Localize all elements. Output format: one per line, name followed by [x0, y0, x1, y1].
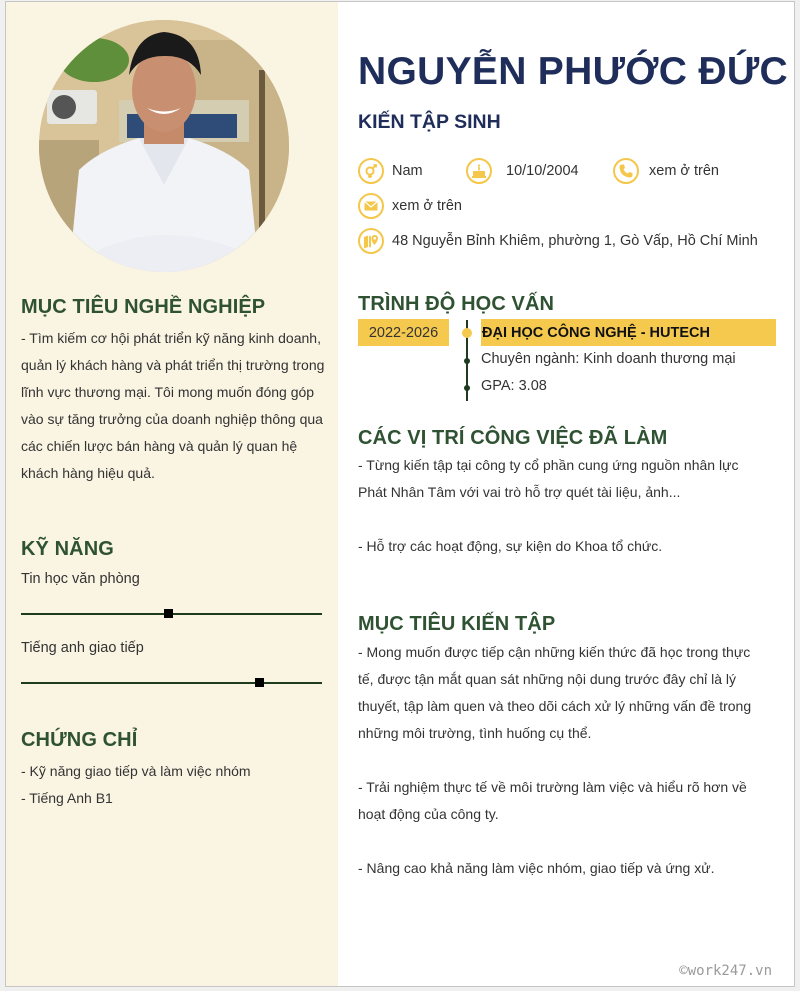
skill-label: Tiếng anh giao tiếp	[21, 640, 144, 656]
text-line: quản lý khách hàng và phát triển thị trường trong	[21, 357, 325, 373]
certificates-title: CHỨNG CHỈ	[21, 729, 138, 751]
text-line: lĩnh vực thương mại. Tôi mong muốn đóng góp	[21, 384, 315, 400]
skills-title: KỸ NĂNG	[21, 538, 114, 560]
blank-line	[358, 828, 788, 855]
contact-birthday	[466, 158, 579, 184]
avatar	[39, 20, 289, 272]
birthday-value: 10/10/2004	[506, 163, 579, 179]
main-content	[338, 2, 794, 986]
text-line: Phát Nhân Tâm với vai trò hỗ trợ quét tài liệu, ảnh...	[358, 484, 681, 500]
contact-email	[358, 193, 462, 219]
text-line: - Mong muốn được tiếp cận những kiến thức đã học trong thực	[358, 644, 751, 660]
skill-label: Tin học văn phòng	[21, 571, 140, 587]
education-gpa: GPA: 3.08	[481, 378, 547, 394]
phone-value: xem ở trên	[649, 163, 719, 179]
timeline-dot	[464, 358, 470, 364]
text-line: - Tìm kiếm cơ hội phát triển kỹ năng kinh doanh,	[21, 330, 321, 346]
gender-icon	[358, 158, 384, 184]
skill-level-bar	[21, 682, 322, 684]
experience-text	[358, 452, 788, 560]
gender-value: Nam	[392, 163, 423, 179]
text-line: vào sự tăng trưởng của doanh nghiệp thông qua	[21, 411, 323, 427]
internship-goals-text	[358, 639, 788, 882]
text-line: - Từng kiến tập tại công ty cổ phần cung ứng nguồn nhân lực	[358, 457, 739, 473]
education-title: TRÌNH ĐỘ HỌC VẤN	[358, 293, 555, 315]
skill-level-marker	[164, 609, 173, 618]
education-major: Chuyên ngành: Kinh doanh thương mại	[481, 351, 736, 367]
text-line: tế, được tận mắt quan sát những nội dung trước đây chỉ là lý	[358, 671, 737, 687]
skill-level-bar	[21, 613, 322, 615]
timeline-dot	[464, 385, 470, 391]
map-pin-icon	[358, 228, 384, 254]
certificate-item: - Tiếng Anh B1	[21, 790, 113, 806]
experience-title: CÁC VỊ TRÍ CÔNG VIỆC ĐÃ LÀM	[358, 427, 668, 449]
text-line: các chiến lược bán hàng và quản lý quan hệ	[21, 438, 298, 454]
certificates-list	[21, 758, 326, 812]
watermark: ©work247.vn	[679, 963, 772, 979]
text-line: hoạt động của công ty.	[358, 806, 499, 822]
sidebar	[6, 2, 338, 986]
skill-level-marker	[255, 678, 264, 687]
candidate-role: KIẾN TẬP SINH	[358, 111, 501, 133]
text-line: - Hỗ trợ các hoạt động, sự kiện do Khoa tổ chức.	[358, 538, 663, 554]
candidate-name: NGUYỄN PHƯỚC ĐỨC	[358, 50, 788, 93]
internship-goals-title: MỤC TIÊU KIẾN TẬP	[358, 613, 556, 635]
timeline-dot	[462, 328, 472, 338]
education-years: 2022-2026	[358, 319, 449, 346]
school-name: ĐẠI HỌC CÔNG NGHỆ - HUTECH	[481, 319, 776, 346]
contact-address	[358, 228, 758, 254]
address-value: 48 Nguyễn Bỉnh Khiêm, phường 1, Gò Vấp, Hồ Chí Minh	[392, 233, 758, 249]
contact-gender	[358, 158, 423, 184]
avatar-photo	[39, 20, 289, 272]
certificate-item: - Kỹ năng giao tiếp và làm việc nhóm	[21, 763, 251, 779]
email-value: xem ở trên	[392, 198, 462, 214]
blank-line	[358, 506, 788, 533]
text-line: - Trải nghiệm thực tế về môi trường làm việc và hiểu rõ hơn về	[358, 779, 747, 795]
phone-icon	[613, 158, 639, 184]
text-line: - Nâng cao khả năng làm việc nhóm, giao tiếp và ứng xử.	[358, 860, 715, 876]
career-objective-title: MỤC TIÊU NGHỀ NGHIỆP	[21, 296, 266, 318]
email-icon	[358, 193, 384, 219]
text-line: thuyết, tập làm quen và theo dõi cách xử lý những vấn đề trong	[358, 698, 752, 714]
cv-page	[5, 1, 795, 987]
birthday-cake-icon	[466, 158, 492, 184]
blank-line	[358, 747, 788, 774]
career-objective-text	[21, 325, 326, 487]
text-line: khách hàng hiệu quả.	[21, 465, 155, 481]
text-line: những môi trường, tình huống cụ thể.	[358, 725, 592, 741]
contact-phone	[613, 158, 719, 184]
